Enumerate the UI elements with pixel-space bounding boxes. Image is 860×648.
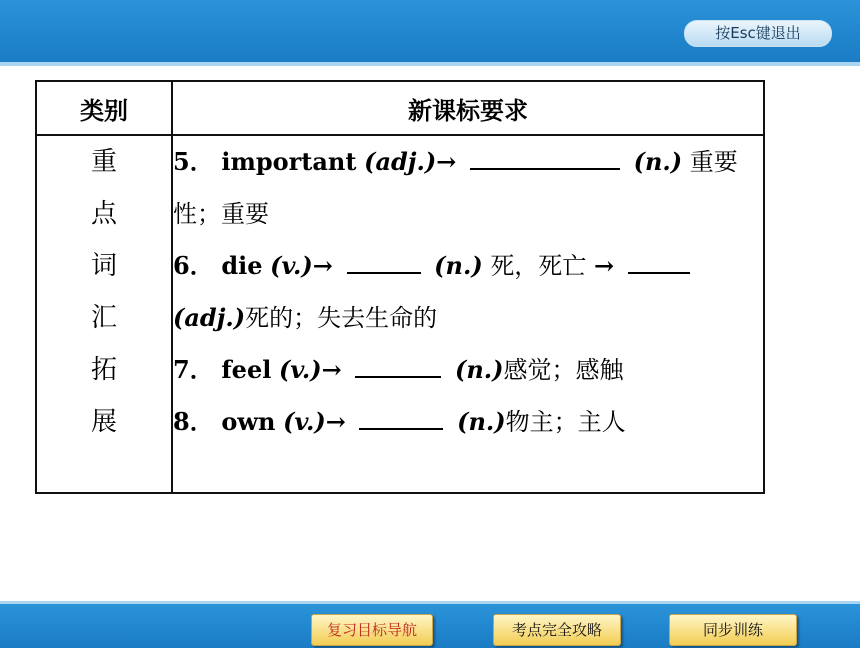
arrow-icon: → [321, 355, 342, 384]
item-5-word: important [221, 147, 357, 176]
item-7-noun-pos: (n.) [454, 355, 504, 384]
item-6-gloss: 死，死亡 [490, 252, 587, 280]
vocab-table [35, 80, 765, 494]
category-char: 重 [90, 147, 117, 177]
item-5-line2 [173, 188, 763, 240]
item-6-noun-pos: (n.) [434, 251, 483, 280]
item-8-number: 8． [173, 407, 214, 436]
item-7-blank[interactable] [355, 354, 441, 378]
item-6-number: 6． [173, 251, 214, 280]
item-8-gloss: 物主；主人 [505, 408, 626, 436]
top-bar [0, 0, 860, 66]
item-5-gloss: 重要 [689, 148, 738, 176]
item-7-line [173, 344, 763, 396]
category-char: 点 [90, 199, 117, 229]
item-5-pos: (adj.) [364, 147, 437, 176]
item-5-line1 [173, 136, 763, 188]
item-8-word: own [221, 407, 276, 436]
arrow-icon: → [312, 251, 333, 280]
item-5-noun-pos: (n.) [633, 147, 683, 176]
item-7-word: feel [221, 355, 272, 384]
category-char: 词 [90, 251, 117, 281]
arrow-icon: → [325, 407, 346, 436]
category-char: 汇 [90, 303, 117, 333]
item-5-blank[interactable] [470, 146, 620, 170]
item-8-line [173, 396, 763, 448]
item-6-word: die [221, 251, 263, 280]
requirement-cell [172, 135, 764, 493]
category-char: 拓 [90, 355, 117, 385]
item-6-line1 [173, 240, 763, 292]
item-6-adj-gloss: 死的；失去生命的 [245, 304, 438, 332]
arrow-icon: → [436, 147, 457, 176]
header-category: 类别 [36, 81, 172, 135]
item-6-adj-pos: (adj.) [173, 303, 246, 332]
nav-review-goals-button[interactable]: 复习目标导航 [311, 614, 433, 646]
table-header-row [36, 81, 764, 135]
item-8-blank[interactable] [359, 406, 443, 430]
table-body-row [36, 135, 764, 493]
bottom-nav-bar [0, 601, 860, 648]
item-5-gloss-cont: 性；重要 [173, 200, 269, 228]
item-7-gloss: 感觉；感触 [503, 356, 624, 384]
item-6-adj-blank[interactable] [628, 250, 690, 274]
header-requirement: 新课标要求 [172, 81, 764, 135]
item-6-line2 [173, 292, 763, 344]
category-cell [36, 135, 172, 493]
category-char: 展 [90, 407, 117, 437]
item-6-pos: (v.) [270, 251, 313, 280]
exit-button[interactable]: 按Esc键退出 [684, 20, 832, 47]
item-6-noun-blank[interactable] [347, 250, 421, 274]
arrow-icon: → [593, 251, 615, 280]
item-8-pos: (v.) [283, 407, 326, 436]
item-8-noun-pos: (n.) [457, 407, 506, 436]
item-5-number: 5． [173, 147, 214, 176]
nav-key-points-button[interactable]: 考点完全攻略 [493, 614, 621, 646]
nav-practice-button[interactable]: 同步训练 [669, 614, 797, 646]
item-7-number: 7． [173, 355, 214, 384]
item-7-pos: (v.) [278, 355, 322, 384]
